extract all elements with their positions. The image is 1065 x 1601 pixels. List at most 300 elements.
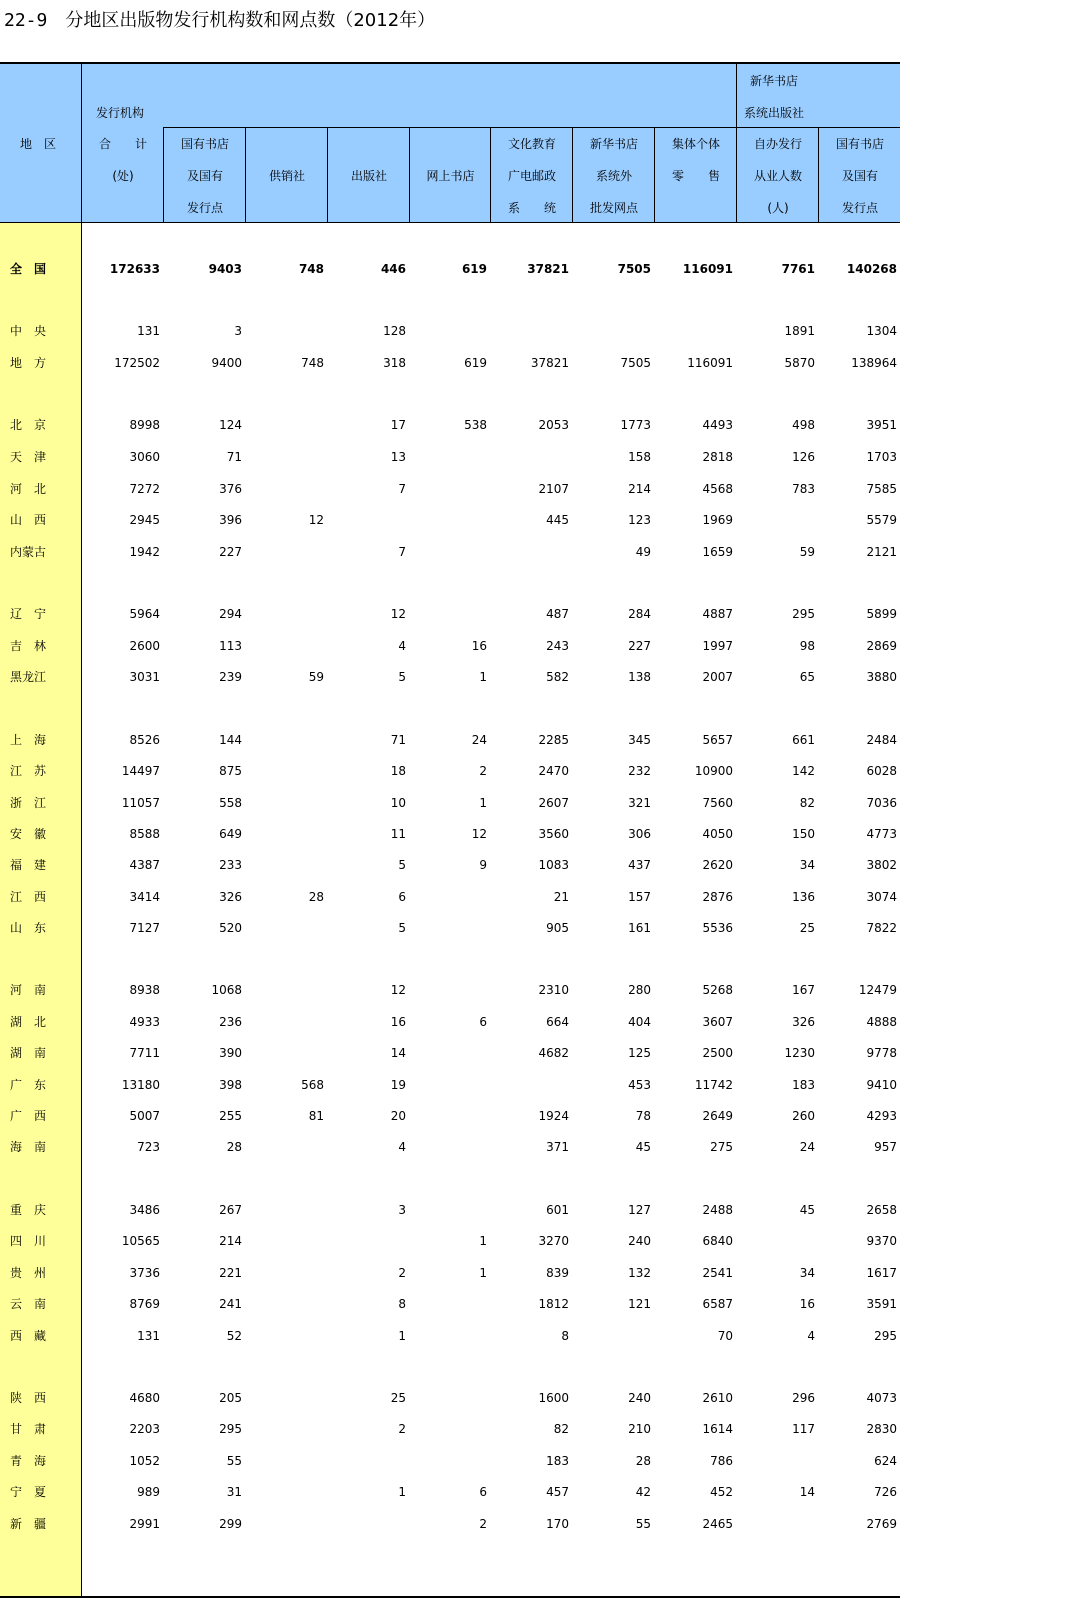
table-cell: 2 (479, 1517, 487, 1531)
table-cell: 1052 (129, 1454, 160, 1468)
table-cell: 131 (137, 324, 160, 338)
region-name: 海 南 (10, 1140, 47, 1154)
table-cell: 568 (301, 1078, 324, 1092)
table-cell: 2649 (702, 1109, 733, 1123)
column-header-state2-line2: 及国有 (841, 169, 878, 183)
table-cell: 131 (137, 1329, 160, 1343)
table-cell: 3880 (866, 670, 897, 684)
table-cell: 748 (298, 262, 324, 276)
table-cell: 295 (219, 1422, 242, 1436)
table-cell: 1 (479, 670, 487, 684)
table-cell: 487 (546, 607, 569, 621)
table-cell: 284 (628, 607, 651, 621)
table-cell: 4 (807, 1329, 815, 1343)
region-name: 湖 北 (10, 1015, 47, 1029)
table-cell: 78 (635, 1109, 651, 1123)
table-cell: 1812 (538, 1297, 569, 1311)
table-cell: 172633 (109, 262, 160, 276)
table-cell: 404 (628, 1015, 651, 1029)
table-cell: 396 (219, 513, 242, 527)
region-name: 福 建 (10, 858, 47, 872)
table-cell: 5 (398, 858, 406, 872)
table-cell: 227 (219, 545, 242, 559)
table-cell: 16 (471, 639, 487, 653)
table-cell: 5964 (129, 607, 160, 621)
table-cell: 619 (464, 356, 487, 370)
table-cell: 326 (792, 1015, 815, 1029)
table-cell: 205 (219, 1391, 242, 1405)
table-cell: 905 (546, 921, 569, 935)
table-cell: 957 (874, 1140, 897, 1154)
table-cell: 2991 (129, 1517, 160, 1531)
table-cell: 52 (226, 1329, 242, 1343)
column-header-online-line1: 网上书店 (426, 169, 475, 183)
table-cell: 183 (792, 1078, 815, 1092)
table-cell: 619 (461, 262, 487, 276)
table-cell: 65 (799, 670, 815, 684)
region-name: 浙 江 (10, 796, 47, 810)
region-name: 西 藏 (10, 1329, 47, 1343)
table-cell: 2541 (702, 1266, 733, 1280)
table-cell: 2053 (538, 418, 569, 432)
table-cell: 140268 (846, 262, 897, 276)
table-cell: 113 (219, 639, 242, 653)
column-header-supply-line1: 供销社 (268, 169, 305, 183)
table-cell: 267 (219, 1203, 242, 1217)
table-cell: 221 (219, 1266, 242, 1280)
column-header-culture-line1: 文化教育 (507, 137, 556, 151)
table-cell: 4933 (129, 1015, 160, 1029)
table-cell: 125 (628, 1046, 651, 1060)
table-cell: 445 (546, 513, 569, 527)
table-cell: 582 (546, 670, 569, 684)
table-cell: 4073 (866, 1391, 897, 1405)
table-cell: 82 (799, 796, 815, 810)
region-name: 贵 州 (10, 1266, 47, 1280)
table-cell: 241 (219, 1297, 242, 1311)
table-cell: 1 (398, 1329, 406, 1343)
table-cell: 453 (628, 1078, 651, 1092)
table-cell: 457 (546, 1485, 569, 1499)
region-name: 中 央 (10, 324, 47, 338)
column-header-state-line3: 发行点 (186, 201, 223, 215)
table-cell: 157 (628, 890, 651, 904)
header-region: 地 区 (20, 137, 57, 151)
region-name: 河 南 (10, 983, 47, 997)
table-cell: 1304 (866, 324, 897, 338)
table-cell: 132 (628, 1266, 651, 1280)
table-cell: 233 (219, 858, 242, 872)
table-cell: 2 (398, 1266, 406, 1280)
table-cell: 786 (710, 1454, 733, 1468)
table-cell: 4 (398, 1140, 406, 1154)
region-name: 黑龙江 (10, 670, 47, 684)
table-cell: 55 (226, 1454, 242, 1468)
table-cell: 28 (226, 1140, 242, 1154)
column-header-self-line3: (人) (767, 201, 789, 215)
region-name: 山 西 (10, 513, 47, 527)
table-cell: 6 (479, 1015, 487, 1029)
column-header-state-line2: 及国有 (186, 169, 223, 183)
table-cell: 398 (219, 1078, 242, 1092)
table-cell: 2818 (702, 450, 733, 464)
table-cell: 4293 (866, 1109, 897, 1123)
column-header-state2-line3: 发行点 (841, 201, 878, 215)
table-cell: 2203 (129, 1422, 160, 1436)
table-cell: 12 (390, 607, 406, 621)
table-cell: 4773 (866, 827, 897, 841)
table-cell: 3031 (129, 670, 160, 684)
table-cell: 37821 (527, 262, 569, 276)
table-cell: 2488 (702, 1203, 733, 1217)
table-cell: 1617 (866, 1266, 897, 1280)
region-name: 山 东 (10, 921, 47, 935)
table-cell: 9403 (208, 262, 242, 276)
header-mid-border-right (736, 127, 900, 128)
table-cell: 295 (874, 1329, 897, 1343)
table-cell: 6 (398, 890, 406, 904)
table-cell: 7822 (866, 921, 897, 935)
table-cell: 280 (628, 983, 651, 997)
table-cell: 138 (628, 670, 651, 684)
column-header-state2-line1: 国有书店 (835, 137, 884, 151)
table-cell: 5 (398, 921, 406, 935)
table-cell: 748 (301, 356, 324, 370)
table-cell: 5536 (702, 921, 733, 935)
table-cell: 1 (479, 1234, 487, 1248)
table-cell: 11 (390, 827, 406, 841)
table-cell: 520 (219, 921, 242, 935)
table-cell: 8938 (129, 983, 160, 997)
region-name: 湖 南 (10, 1046, 47, 1060)
table-cell: 161 (628, 921, 651, 935)
region-column-divider (81, 63, 82, 1597)
table-cell: 2600 (129, 639, 160, 653)
table-cell: 2620 (702, 858, 733, 872)
table-cell: 3 (398, 1203, 406, 1217)
table-cell: 11742 (694, 1078, 733, 1092)
table-cell: 2 (479, 764, 487, 778)
table-cell: 5007 (129, 1109, 160, 1123)
region-name: 广 东 (10, 1078, 47, 1092)
table-cell: 4387 (129, 858, 160, 872)
table-cell: 7036 (866, 796, 897, 810)
table-cell: 726 (874, 1485, 897, 1499)
table-cell: 1997 (702, 639, 733, 653)
column-header-culture-line2: 广电邮政 (507, 169, 556, 183)
table-cell: 664 (546, 1015, 569, 1029)
table-cell: 1 (479, 1266, 487, 1280)
table-cell: 371 (546, 1140, 569, 1154)
table-cell: 98 (799, 639, 815, 653)
table-cell: 1924 (538, 1109, 569, 1123)
table-cell: 2310 (538, 983, 569, 997)
region-name: 吉 林 (10, 639, 47, 653)
table-cell: 8998 (129, 418, 160, 432)
table-cell: 183 (546, 1454, 569, 1468)
table-cell: 4050 (702, 827, 733, 841)
table-cell: 4493 (702, 418, 733, 432)
table-cell: 2 (398, 1422, 406, 1436)
table-cell: 6587 (702, 1297, 733, 1311)
table-cell: 5268 (702, 983, 733, 997)
table-cell: 45 (635, 1140, 651, 1154)
column-header-state-line1: 国有书店 (180, 137, 229, 151)
table-cell: 538 (464, 418, 487, 432)
header-group-xinhua-1: 新华书店 (750, 74, 799, 88)
table-cell: 116091 (687, 356, 733, 370)
table-cell: 875 (219, 764, 242, 778)
table-cell: 124 (219, 418, 242, 432)
table-cell: 128 (383, 324, 406, 338)
table-cell: 214 (219, 1234, 242, 1248)
table-cell: 1942 (129, 545, 160, 559)
table-cell: 9778 (866, 1046, 897, 1060)
table-cell: 345 (628, 733, 651, 747)
table-cell: 4680 (129, 1391, 160, 1405)
column-header-total-line2: (处) (112, 169, 134, 183)
table-cell: 24 (799, 1140, 815, 1154)
table-cell: 299 (219, 1517, 242, 1531)
table-cell: 3802 (866, 858, 897, 872)
table-cell: 142 (792, 764, 815, 778)
table-cell: 5899 (866, 607, 897, 621)
table-cell: 12 (308, 513, 324, 527)
table-cell: 1659 (702, 545, 733, 559)
column-header-total-line1: 合 计 (98, 137, 147, 151)
table-cell: 275 (710, 1140, 733, 1154)
table-cell: 1969 (702, 513, 733, 527)
table-cell: 170 (546, 1517, 569, 1531)
table-cell: 306 (628, 827, 651, 841)
table-cell: 601 (546, 1203, 569, 1217)
table-cell: 4888 (866, 1015, 897, 1029)
table-title: 分地区出版物发行机构数和网点数（2012年） (65, 10, 436, 31)
table-cell: 295 (792, 607, 815, 621)
table-cell: 70 (717, 1329, 733, 1343)
table-cell: 3591 (866, 1297, 897, 1311)
table-cell: 624 (874, 1454, 897, 1468)
table-cell: 255 (219, 1109, 242, 1123)
table-cell: 2869 (866, 639, 897, 653)
table-cell: 34 (799, 858, 815, 872)
table-cell: 2500 (702, 1046, 733, 1060)
column-header-publisher-line1: 出版社 (350, 169, 387, 183)
region-name: 宁 夏 (10, 1485, 47, 1499)
header-top-border (0, 62, 900, 64)
table-cell: 6028 (866, 764, 897, 778)
table-cell: 7560 (702, 796, 733, 810)
region-name: 广 西 (10, 1109, 47, 1123)
table-cell: 14 (390, 1046, 406, 1060)
table-cell: 2658 (866, 1203, 897, 1217)
table-cell: 1773 (620, 418, 651, 432)
table-cell: 10 (390, 796, 406, 810)
region-name: 地 方 (10, 356, 47, 370)
column-header-collective-line1: 集体个体 (671, 137, 720, 151)
region-name: 全 国 (10, 262, 47, 276)
table-cell: 150 (792, 827, 815, 841)
region-name: 江 苏 (10, 764, 47, 778)
table-cell: 10565 (121, 1234, 160, 1248)
table-cell: 1891 (784, 324, 815, 338)
region-name: 河 北 (10, 482, 47, 496)
table-cell: 2470 (538, 764, 569, 778)
table-cell: 7585 (866, 482, 897, 496)
table-cell: 210 (628, 1422, 651, 1436)
table-cell: 1600 (538, 1391, 569, 1405)
table-cell: 2610 (702, 1391, 733, 1405)
table-cell: 126 (792, 450, 815, 464)
table-cell: 232 (628, 764, 651, 778)
column-header-xinhua_out-line2: 系统外 (595, 169, 632, 183)
table-cell: 123 (628, 513, 651, 527)
table-cell: 16 (390, 1015, 406, 1029)
table-cell: 71 (390, 733, 406, 747)
region-name: 安 徽 (10, 827, 47, 841)
table-cell: 4 (398, 639, 406, 653)
table-cell: 7505 (620, 356, 651, 370)
column-header-xinhua_out-line3: 批发网点 (589, 201, 638, 215)
table-cell: 452 (710, 1485, 733, 1499)
table-cell: 7127 (129, 921, 160, 935)
table-cell: 31 (226, 1485, 242, 1499)
table-cell: 661 (792, 733, 815, 747)
table-cell: 16 (799, 1297, 815, 1311)
table-cell: 25 (799, 921, 815, 935)
table-cell: 1068 (211, 983, 242, 997)
table-cell: 446 (380, 262, 406, 276)
table-cell: 3270 (538, 1234, 569, 1248)
header-bottom-border (0, 222, 900, 223)
table-cell: 326 (219, 890, 242, 904)
table-cell: 6840 (702, 1234, 733, 1248)
table-cell: 321 (628, 796, 651, 810)
table-cell: 3486 (129, 1203, 160, 1217)
table-cell: 144 (219, 733, 242, 747)
table-cell: 11057 (121, 796, 160, 810)
table-cell: 240 (628, 1234, 651, 1248)
table-cell: 3951 (866, 418, 897, 432)
region-name: 辽 宁 (10, 607, 47, 621)
table-cell: 9 (479, 858, 487, 872)
table-cell: 6 (479, 1485, 487, 1499)
table-cell: 12479 (858, 983, 897, 997)
table-cell: 12 (471, 827, 487, 841)
table-cell: 71 (226, 450, 242, 464)
table-cell: 2945 (129, 513, 160, 527)
table-cell: 4887 (702, 607, 733, 621)
table-cell: 214 (628, 482, 651, 496)
table-cell: 236 (219, 1015, 242, 1029)
table-cell: 82 (553, 1422, 569, 1436)
table-cell: 240 (628, 1391, 651, 1405)
table-cell: 55 (635, 1517, 651, 1531)
table-cell: 7761 (781, 262, 815, 276)
header-group-xinhua-2: 系统出版社 (744, 106, 805, 120)
column-header-self-line1: 自办发行 (753, 137, 802, 151)
table-cell: 5579 (866, 513, 897, 527)
table-cell: 18 (390, 764, 406, 778)
table-cell: 1703 (866, 450, 897, 464)
column-header-culture-line3: 系 统 (507, 201, 556, 215)
table-cell: 318 (383, 356, 406, 370)
table-cell: 437 (628, 858, 651, 872)
table-cell: 34 (799, 1266, 815, 1280)
header-mid-border (163, 127, 737, 128)
region-name: 天 津 (10, 450, 47, 464)
table-cell: 8769 (129, 1297, 160, 1311)
table-cell: 8526 (129, 733, 160, 747)
table-cell: 45 (799, 1203, 815, 1217)
table-cell: 3607 (702, 1015, 733, 1029)
table-cell: 723 (137, 1140, 160, 1154)
column-header-collective-line2: 零 售 (671, 169, 720, 183)
table-cell: 390 (219, 1046, 242, 1060)
table-cell: 37821 (530, 356, 569, 370)
table-cell: 12 (390, 983, 406, 997)
table-cell: 1083 (538, 858, 569, 872)
region-name: 上 海 (10, 733, 47, 747)
table-cell: 20 (390, 1109, 406, 1123)
table-cell: 2285 (538, 733, 569, 747)
table-cell: 227 (628, 639, 651, 653)
table-cell: 2830 (866, 1422, 897, 1436)
table-cell: 59 (308, 670, 324, 684)
region-name: 四 川 (10, 1234, 47, 1248)
table-cell: 14 (799, 1485, 815, 1499)
column-header-xinhua_out-line1: 新华书店 (589, 137, 638, 151)
table-cell: 2121 (866, 545, 897, 559)
table-cell: 783 (792, 482, 815, 496)
table-cell: 2876 (702, 890, 733, 904)
table-cell: 2007 (702, 670, 733, 684)
table-cell: 2607 (538, 796, 569, 810)
table-cell: 1 (398, 1485, 406, 1499)
table-cell: 3 (234, 324, 242, 338)
table-cell: 3060 (129, 450, 160, 464)
table-cell: 243 (546, 639, 569, 653)
table-cell: 649 (219, 827, 242, 841)
region-name: 青 海 (10, 1454, 47, 1468)
table-cell: 117 (792, 1422, 815, 1436)
column-header-self-line2: 从业人数 (753, 169, 802, 183)
table-cell: 121 (628, 1297, 651, 1311)
table-cell: 28 (308, 890, 324, 904)
table-cell: 136 (792, 890, 815, 904)
table-cell: 260 (792, 1109, 815, 1123)
table-cell: 2465 (702, 1517, 733, 1531)
table-cell: 2769 (866, 1517, 897, 1531)
table-cell: 2484 (866, 733, 897, 747)
table-cell: 296 (792, 1391, 815, 1405)
table-cell: 7505 (617, 262, 651, 276)
table-cell: 49 (635, 545, 651, 559)
table-cell: 17 (390, 418, 406, 432)
table-cell: 989 (137, 1485, 160, 1499)
table-cell: 116091 (682, 262, 733, 276)
table-cell: 239 (219, 670, 242, 684)
table-cell: 839 (546, 1266, 569, 1280)
table-cell: 8 (398, 1297, 406, 1311)
table-cell: 14497 (121, 764, 160, 778)
region-name: 江 西 (10, 890, 47, 904)
table-cell: 13 (390, 450, 406, 464)
table-cell: 9370 (866, 1234, 897, 1248)
table-cell: 19 (390, 1078, 406, 1092)
table-cell: 127 (628, 1203, 651, 1217)
table-cell: 42 (635, 1485, 651, 1499)
